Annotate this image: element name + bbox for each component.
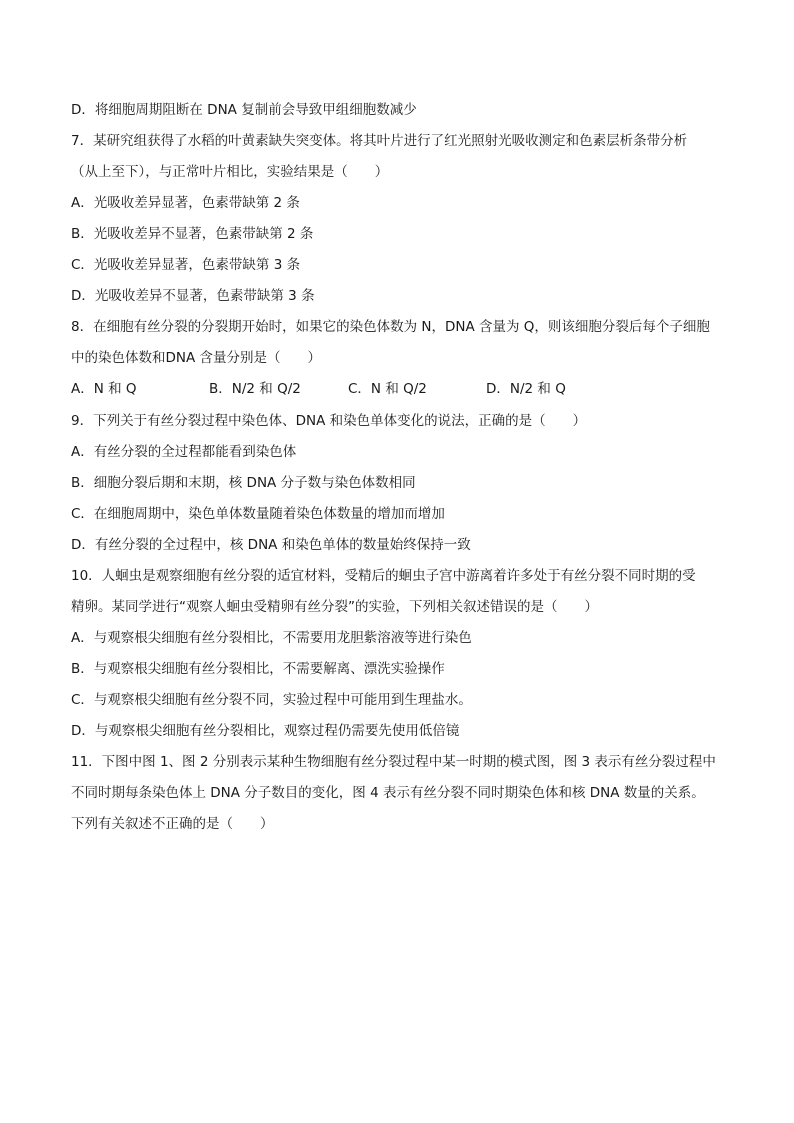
q6-option-d: D．将细胞周期阻断在 DNA 复制前会导致甲组细胞数减少 (71, 102, 417, 118)
q7-stem-line-2: （从上至下），与正常叶片相比，实验结果是（ ） (71, 164, 389, 180)
q9-option-d: D．有丝分裂的全过程中，核 DNA 和染色单体的数量始终保持一致 (71, 537, 471, 553)
q9-option-a: A．有丝分裂的全过程都能看到染色体 (71, 444, 297, 460)
q10-option-a: A．与观察根尖细胞有丝分裂相比，不需要用龙胆紫溶液等进行染色 (71, 630, 472, 646)
q8-stem-line-1: 8．在细胞有丝分裂的分裂期开始时，如果它的染色体数为 N，DNA 含量为 Q，则该细胞分裂后每个子细胞 (71, 319, 710, 335)
q8-option-a: A．N 和 Q (71, 381, 137, 397)
q9-option-c: C．在细胞周期中，染色单体数量随着染色体数量的增加而增加 (71, 506, 445, 522)
q10-option-c: C．与观察根尖细胞有丝分裂不同，实验过程中可能用到生理盐水。 (71, 692, 472, 708)
q8-option-d: D．N/2 和 Q (486, 381, 566, 397)
q7-option-c: C．光吸收差异显著，色素带缺第 3 条 (71, 257, 301, 273)
q7-option-a: A．光吸收差异显著，色素带缺第 2 条 (71, 195, 300, 211)
q9-stem: 9．下列关于有丝分裂过程中染色体、DNA 和染色单体变化的说法，正确的是（ ） (71, 413, 587, 429)
q8-stem-line-2: 中的染色体数和DNA 含量分别是（ ） (71, 350, 322, 366)
q10-stem-line-1: 10．人蛔虫是观察细胞有丝分裂的适宜材料，受精后的蛔虫子宫中游离着许多处于有丝分裂不同时期的受 (71, 568, 696, 584)
q7-option-d: D．光吸收差异不显著，色素带缺第 3 条 (71, 288, 315, 304)
q7-stem-line-1: 7．某研究组获得了水稻的叶黄素缺失突变体。将其叶片进行了红光照射光吸收测定和色素层析条带分析 (71, 133, 688, 149)
q11-stem-line-3: 下列有关叙述不正确的是（ ） (71, 816, 274, 832)
q10-option-b: B．与观察根尖细胞有丝分裂相比，不需要解离、漂洗实验操作 (71, 661, 445, 677)
q11-stem-line-2: 不同时期每条染色体上 DNA 分子数目的变化，图 4 表示有丝分裂不同时期染色体和核 DNA 数量的关系。 (71, 785, 705, 801)
q9-option-b: B．细胞分裂后期和末期，核 DNA 分子数与染色体数相同 (71, 475, 416, 491)
q8-option-b: B．N/2 和 Q/2 (209, 381, 301, 397)
q7-option-b: B．光吸收差异不显著，色素带缺第 2 条 (71, 226, 314, 242)
q10-stem-line-2: 精卵。某同学进行“观察人蛔虫受精卵有丝分裂”的实验，下列相关叙述错误的是（ ） (71, 599, 598, 615)
q8-option-c: C．N 和 Q/2 (348, 381, 427, 397)
q11-stem-line-1: 11．下图中图 1、图 2 分别表示某种生物细胞有丝分裂过程中某一时期的模式图，图 3 表示有丝分裂过程中 (71, 754, 716, 770)
q8-options-row (71, 379, 566, 399)
q10-option-d: D．与观察根尖细胞有丝分裂相比，观察过程仍需要先使用低倍镜 (71, 723, 460, 739)
